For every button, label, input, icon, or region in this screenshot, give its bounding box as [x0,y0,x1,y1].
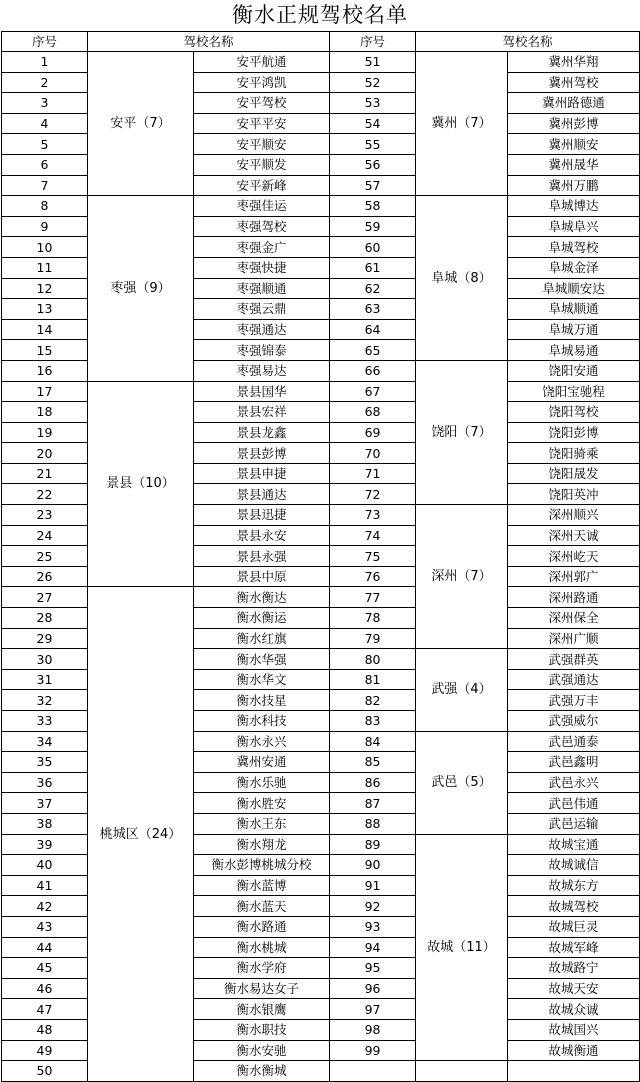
row-number: 91 [330,875,416,896]
school-name: 枣强金广 [194,237,330,258]
row-number: 97 [330,999,416,1020]
row-number: 60 [330,237,416,258]
row-number: 81 [330,669,416,690]
school-name: 枣强云鼎 [194,299,330,320]
row-number: 50 [2,1061,88,1082]
school-name: 故城驾校 [508,896,640,917]
school-name: 冀州彭博 [508,113,640,134]
row-number: 47 [2,999,88,1020]
row-number: 79 [330,628,416,649]
school-name: 安平驾校 [194,93,330,114]
school-name: 故城宝通 [508,834,640,855]
school-name: 武强通达 [508,669,640,690]
school-name: 衡水路通 [194,916,330,937]
row-number: 75 [330,546,416,567]
school-name: 景县彭博 [194,443,330,464]
row-number: 12 [2,278,88,299]
school-name: 阜城博达 [508,196,640,217]
school-name: 安平新峰 [194,175,330,196]
school-name: 安平顺发 [194,154,330,175]
row-number: 58 [330,196,416,217]
row-number: 3 [2,93,88,114]
header-seq-left: 序号 [2,32,88,52]
row-number: 73 [330,505,416,526]
row-number: 44 [2,937,88,958]
school-name: 衡水永兴 [194,731,330,752]
school-name: 故城天安 [508,978,640,999]
school-name: 冀州驾校 [508,72,640,93]
school-name: 饶阳骑乘 [508,443,640,464]
region-cell: 深州（7） [416,505,508,649]
row-number: 46 [2,978,88,999]
school-name: 武强威尔 [508,711,640,732]
school-name: 深州天诚 [508,525,640,546]
row-number: 43 [2,916,88,937]
row-number: 42 [2,896,88,917]
school-name: 深州保全 [508,608,640,629]
row-number: 52 [330,72,416,93]
row-number: 87 [330,793,416,814]
school-name: 阜城顺通 [508,299,640,320]
row-number: 62 [330,278,416,299]
empty-cell [508,1061,640,1082]
school-name: 衡水红旗 [194,628,330,649]
driving-school-table [1,31,640,1082]
school-name: 故城巨灵 [508,916,640,937]
school-name: 冀州华翔 [508,52,640,73]
school-name: 安平鸿凯 [194,72,330,93]
row-number: 19 [2,422,88,443]
school-name: 故城诚信 [508,855,640,876]
school-name: 饶阳安通 [508,360,640,381]
region-cell: 冀州（7） [416,52,508,196]
row-number: 11 [2,257,88,278]
row-number: 94 [330,937,416,958]
school-name: 衡水乐驰 [194,772,330,793]
school-name: 枣强驾校 [194,216,330,237]
row-number: 26 [2,566,88,587]
school-name: 枣强锦泰 [194,340,330,361]
row-number: 18 [2,402,88,423]
empty-cell [416,1061,508,1082]
school-name: 衡水科技 [194,711,330,732]
school-name: 故城衡通 [508,1040,640,1061]
school-name: 深州广顺 [508,628,640,649]
school-name: 衡水蓝天 [194,896,330,917]
school-name: 阜城金泽 [508,257,640,278]
school-name: 衡水技星 [194,690,330,711]
row-number: 13 [2,299,88,320]
row-number: 32 [2,690,88,711]
row-number: 20 [2,443,88,464]
row-number: 29 [2,628,88,649]
school-name: 衡水华文 [194,669,330,690]
school-name: 深州路通 [508,587,640,608]
row-number: 9 [2,216,88,237]
school-name: 故城军峰 [508,937,640,958]
school-name: 武邑鑫明 [508,752,640,773]
school-name: 枣强佳运 [194,196,330,217]
school-name: 饶阳彭博 [508,422,640,443]
region-cell: 饶阳（7） [416,360,508,504]
row-number: 92 [330,896,416,917]
row-number: 86 [330,772,416,793]
row-number: 27 [2,587,88,608]
row-number: 21 [2,463,88,484]
school-name: 冀州晟华 [508,154,640,175]
school-name: 冀州安通 [194,752,330,773]
row-number: 68 [330,402,416,423]
school-name: 景县永强 [194,546,330,567]
row-number: 49 [2,1040,88,1061]
row-number: 71 [330,463,416,484]
row-number: 90 [330,855,416,876]
school-name: 武邑运输 [508,813,640,834]
row-number: 53 [330,93,416,114]
region-cell: 景县（10） [88,381,194,587]
school-name: 衡水安驰 [194,1040,330,1061]
school-name: 阜城驾校 [508,237,640,258]
row-number: 24 [2,525,88,546]
school-name: 武邑伟通 [508,793,640,814]
row-number: 61 [330,257,416,278]
row-number: 67 [330,381,416,402]
school-name: 枣强顺通 [194,278,330,299]
row-number: 10 [2,237,88,258]
school-name: 故城众诚 [508,999,640,1020]
row-number: 30 [2,649,88,670]
row-number: 14 [2,319,88,340]
row-number: 65 [330,340,416,361]
school-name: 冀州顺安 [508,134,640,155]
row-number: 2 [2,72,88,93]
header-seq-right: 序号 [330,32,416,52]
row-number: 37 [2,793,88,814]
row-number: 54 [330,113,416,134]
school-name: 衡水职技 [194,1019,330,1040]
region-cell: 枣强（9） [88,196,194,381]
school-name: 饶阳驾校 [508,402,640,423]
school-name: 武邑永兴 [508,772,640,793]
row-number: 76 [330,566,416,587]
school-name: 武强群英 [508,649,640,670]
school-name: 饶阳宝驰程 [508,381,640,402]
row-number: 31 [2,669,88,690]
row-number: 40 [2,855,88,876]
row-number: 85 [330,752,416,773]
row-number: 5 [2,134,88,155]
school-name: 衡水衡城 [194,1061,330,1082]
school-name: 阜城顺安达 [508,278,640,299]
row-number: 63 [330,299,416,320]
region-cell: 阜城（8） [416,196,508,361]
row-number: 34 [2,731,88,752]
school-name: 深州郭广 [508,566,640,587]
empty-cell [330,1061,416,1082]
row-number: 99 [330,1040,416,1061]
row-number: 15 [2,340,88,361]
row-number: 6 [2,154,88,175]
row-number: 55 [330,134,416,155]
school-name: 景县通达 [194,484,330,505]
region-cell: 武强（4） [416,649,508,731]
school-name: 安平顺安 [194,134,330,155]
row-number: 28 [2,608,88,629]
school-name: 枣强易达 [194,360,330,381]
row-number: 78 [330,608,416,629]
row-number: 82 [330,690,416,711]
row-number: 39 [2,834,88,855]
page-title: 衡水正规驾校名单 [232,3,408,27]
row-number: 96 [330,978,416,999]
row-number: 80 [330,649,416,670]
row-number: 45 [2,958,88,979]
school-name: 饶阳英冲 [508,484,640,505]
header-school-left: 驾校名称 [88,32,330,52]
row-number: 74 [330,525,416,546]
school-name: 衡水易达女子 [194,978,330,999]
row-number: 69 [330,422,416,443]
row-number: 4 [2,113,88,134]
school-name: 衡水华强 [194,649,330,670]
row-number: 64 [330,319,416,340]
row-number: 95 [330,958,416,979]
row-number: 93 [330,916,416,937]
row-number: 38 [2,813,88,834]
table-row [2,52,640,73]
row-number: 51 [330,52,416,73]
school-name: 故城国兴 [508,1019,640,1040]
school-name: 冀州路德通 [508,93,640,114]
row-number: 89 [330,834,416,855]
school-name: 衡水衡达 [194,587,330,608]
school-name: 武强万丰 [508,690,640,711]
school-name: 阜城阜兴 [508,216,640,237]
school-name: 故城东方 [508,875,640,896]
school-name: 衡水蓝博 [194,875,330,896]
school-name: 故城路宁 [508,958,640,979]
row-number: 36 [2,772,88,793]
school-name: 深州顺兴 [508,505,640,526]
row-number: 7 [2,175,88,196]
school-name: 衡水翔龙 [194,834,330,855]
region-cell: 故城（11） [416,834,508,1061]
school-name: 衡水衡运 [194,608,330,629]
row-number: 83 [330,711,416,732]
school-name: 枣强快捷 [194,257,330,278]
school-name: 衡水王东 [194,813,330,834]
school-name: 饶阳晟发 [508,463,640,484]
row-number: 98 [330,1019,416,1040]
school-name: 景县龙鑫 [194,422,330,443]
row-number: 22 [2,484,88,505]
school-name: 景县永安 [194,525,330,546]
school-name: 安平平安 [194,113,330,134]
row-number: 1 [2,52,88,73]
school-name: 衡水胜安 [194,793,330,814]
school-name: 景县国华 [194,381,330,402]
school-name: 深州屹天 [508,546,640,567]
row-number: 88 [330,813,416,834]
row-number: 59 [330,216,416,237]
row-number: 16 [2,360,88,381]
row-number: 57 [330,175,416,196]
school-name: 景县宏祥 [194,402,330,423]
school-name: 阜城易通 [508,340,640,361]
school-name: 衡水彭博桃城分校 [194,855,330,876]
row-number: 23 [2,505,88,526]
school-name: 安平航通 [194,52,330,73]
header-school-right: 驾校名称 [416,32,640,52]
row-number: 25 [2,546,88,567]
row-number: 8 [2,196,88,217]
row-number: 17 [2,381,88,402]
table-row [2,587,640,608]
school-name: 枣强通达 [194,319,330,340]
school-name: 冀州万鹏 [508,175,640,196]
row-number: 33 [2,711,88,732]
table-row [2,196,640,217]
school-name: 衡水桃城 [194,937,330,958]
header-row [2,32,640,52]
row-number: 35 [2,752,88,773]
row-number: 56 [330,154,416,175]
school-name: 武邑通泰 [508,731,640,752]
row-number: 66 [330,360,416,381]
row-number: 48 [2,1019,88,1040]
row-number: 72 [330,484,416,505]
region-cell: 桃城区（24） [88,587,194,1081]
row-number: 70 [330,443,416,464]
school-name: 衡水银鹰 [194,999,330,1020]
school-name: 衡水学府 [194,958,330,979]
region-cell: 安平（7） [88,52,194,196]
school-name: 景县中原 [194,566,330,587]
row-number: 77 [330,587,416,608]
school-name: 景县申捷 [194,463,330,484]
row-number: 41 [2,875,88,896]
region-cell: 武邑（5） [416,731,508,834]
school-name: 景县迅捷 [194,505,330,526]
table-row [2,381,640,402]
row-number: 84 [330,731,416,752]
school-name: 阜城万通 [508,319,640,340]
